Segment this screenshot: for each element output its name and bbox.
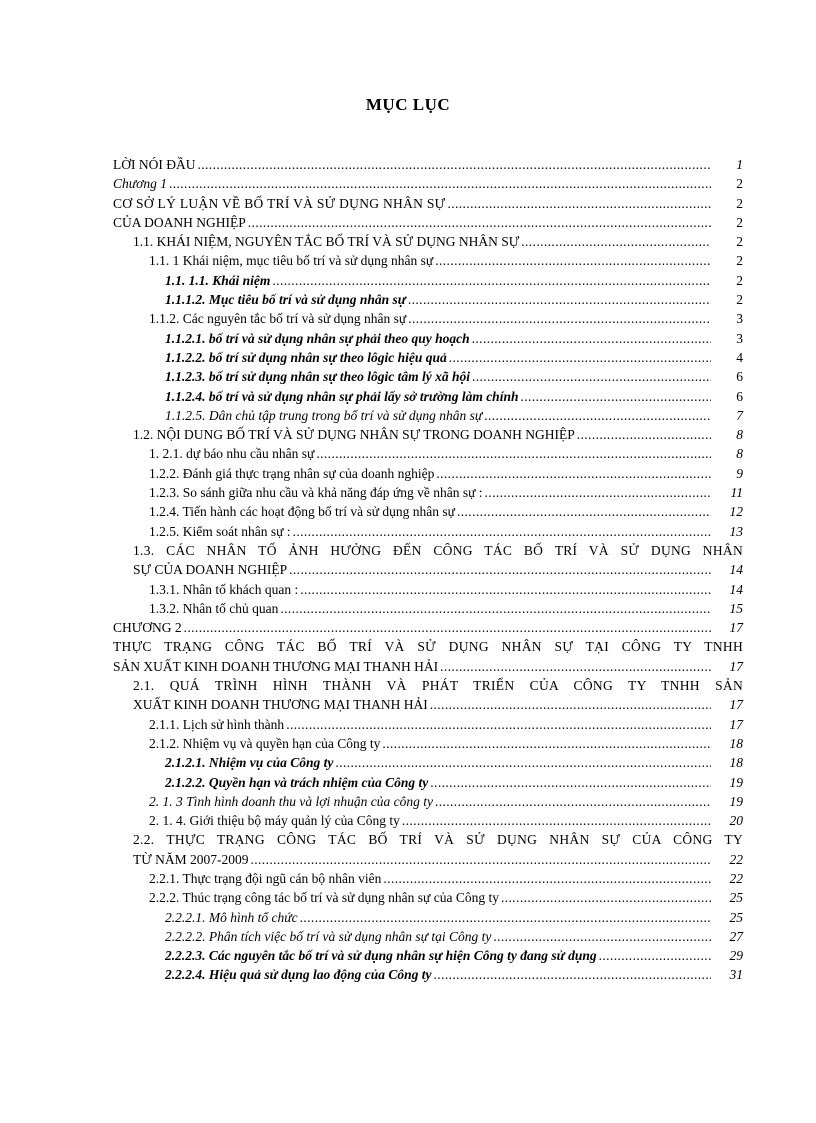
toc-page-number: 2 xyxy=(736,292,743,308)
toc-entry[interactable] xyxy=(113,483,743,502)
toc-entry[interactable] xyxy=(113,232,743,251)
toc-page-number: 14 xyxy=(729,562,743,578)
toc-dot-leader xyxy=(250,850,711,869)
toc-entry-title: 2.1.2.2. Quyền hạn và trách nhiệm của Công ty xyxy=(165,774,429,790)
toc-entry-title: 2.1.2.1. Nhiệm vụ của Công ty xyxy=(165,755,334,771)
toc-entry-title: SẢN XUẤT KINH DOANH THƯƠNG MẠI THANH HẢI xyxy=(113,658,439,674)
toc-dot-leader xyxy=(521,232,711,251)
toc-dot-leader xyxy=(169,174,711,193)
toc-entry-title: LỜI NÓI ĐẦU xyxy=(113,157,196,172)
toc-dot-leader xyxy=(286,715,711,734)
toc-entry-title: 1.3.2. Nhân tố chủ quan xyxy=(149,600,279,616)
toc-dot-leader xyxy=(520,387,711,406)
toc-page-number: 2 xyxy=(736,176,743,192)
table-of-contents xyxy=(113,155,743,985)
toc-entry-title: SỰ CỦA DOANH NGHIỆP xyxy=(133,562,288,578)
toc-dot-leader xyxy=(457,502,711,521)
toc-entry[interactable] xyxy=(113,580,743,599)
toc-entry-title: 2. 1. 4. Giới thiệu bộ máy quản lý của Công ty xyxy=(149,813,400,829)
toc-dot-leader xyxy=(430,773,711,792)
toc-entry[interactable] xyxy=(113,213,743,232)
toc-entry[interactable] xyxy=(113,618,743,637)
toc-dot-leader xyxy=(316,444,711,463)
toc-page-number: 2 xyxy=(736,272,743,288)
toc-dot-leader xyxy=(440,657,711,676)
toc-page-number: 17 xyxy=(729,658,743,674)
toc-entry-title: 1.1.2.4. bố trí và sử dụng nhân sự phải lấy sở trường làm chính xyxy=(165,388,519,404)
toc-dot-leader xyxy=(382,734,711,753)
toc-dot-leader xyxy=(435,792,711,811)
toc-entry-title: 1.2.4. Tiến hành các hoạt động bố trí và sử dụng nhân sự xyxy=(149,504,455,520)
page-title: MỤC LỤC xyxy=(365,95,451,114)
toc-page-number: 15 xyxy=(729,600,743,616)
toc-dot-leader xyxy=(300,908,711,927)
toc-entry-title: 2.2.2.1. Mô hình tổ chức xyxy=(165,909,298,925)
toc-entry[interactable] xyxy=(113,329,743,348)
toc-entry[interactable] xyxy=(113,715,743,734)
toc-page-number: 18 xyxy=(729,735,743,751)
toc-entry[interactable] xyxy=(113,676,743,695)
toc-entry-title: 1.1.2. Các nguyên tắc bố trí và sử dụng nhân sự xyxy=(149,311,407,327)
toc-page-number: 3 xyxy=(736,311,743,327)
toc-entry-title: 1.3. CÁC NHÂN TỐ ẢNH HƯỞNG ĐẾN CÔNG TÁC BỐ TRÍ VÀ SỬ DỤNG NHÂN xyxy=(133,542,743,558)
toc-entry[interactable] xyxy=(113,908,743,927)
toc-entry-title: Chương 1 xyxy=(113,176,167,192)
toc-entry-title: 2.1.1. Lịch sử hình thành xyxy=(149,716,285,732)
toc-dot-leader xyxy=(300,580,711,599)
toc-entry[interactable] xyxy=(113,251,743,270)
toc-page-number: 18 xyxy=(729,755,743,771)
toc-entry-title: 2.2.2.4. Hiệu quả sử dụng lao động của Công ty xyxy=(165,967,432,983)
toc-dot-leader xyxy=(434,965,711,984)
toc-entry[interactable] xyxy=(113,464,743,483)
toc-entry[interactable] xyxy=(113,830,743,849)
toc-entry-title: 2.1.2. Nhiệm vụ và quyền hạn của Công ty xyxy=(149,735,381,751)
toc-entry[interactable] xyxy=(113,367,743,386)
toc-entry[interactable] xyxy=(113,773,743,792)
toc-entry-title: CƠ SỞ LÝ LUẬN VỀ BỐ TRÍ VÀ SỬ DỤNG NHÂN SỰ xyxy=(113,195,446,211)
toc-page-number: 7 xyxy=(736,407,743,423)
toc-dot-leader xyxy=(272,271,711,290)
toc-entry-title: 1.3.1. Nhân tố khách quan : xyxy=(149,581,299,597)
toc-dot-leader xyxy=(501,888,711,907)
toc-entry-title: 1.1. KHÁI NIỆM, NGUYÊN TẮC BỐ TRÍ VÀ SỬ DỤNG NHÂN SỰ xyxy=(133,234,520,250)
toc-dot-leader xyxy=(472,367,711,386)
toc-dot-leader xyxy=(472,329,711,348)
toc-dot-leader xyxy=(293,522,711,541)
toc-entry[interactable] xyxy=(113,850,743,869)
toc-entry-title: 1.2. NỘI DUNG BỐ TRÍ VÀ SỬ DỤNG NHÂN SỰ TRONG DOANH NGHIỆP xyxy=(133,427,575,443)
toc-entry[interactable] xyxy=(113,309,743,328)
toc-entry[interactable] xyxy=(113,348,743,367)
toc-page-number: 22 xyxy=(729,870,743,886)
toc-page-number: 17 xyxy=(729,697,743,713)
toc-page-number: 17 xyxy=(729,620,743,636)
toc-entry-title: 2.2.2. Thúc trạng công tác bố trí và sử dụng nhân sự của Công ty xyxy=(149,890,499,906)
toc-entry-title: 1. 2.1. dự báo nhu cầu nhân sự xyxy=(149,446,315,462)
toc-page-number: 22 xyxy=(729,851,743,867)
toc-entry-title: 1.1. 1.1. Khái niệm xyxy=(165,272,271,288)
toc-dot-leader xyxy=(248,213,711,232)
toc-page-number: 19 xyxy=(729,793,743,809)
toc-entry[interactable] xyxy=(113,541,743,560)
toc-entry[interactable] xyxy=(113,792,743,811)
toc-entry-title: THỰC TRẠNG CÔNG TÁC BỐ TRÍ VÀ SỬ DỤNG NHÂN SỰ TẠI CÔNG TY TNHH xyxy=(113,639,743,655)
toc-page-number: 25 xyxy=(729,909,743,925)
toc-entry-title: 2.2. THỰC TRẠNG CÔNG TÁC BỐ TRÍ VÀ SỬ DỤNG NHÂN SỰ CỦA CÔNG TY xyxy=(133,832,743,848)
toc-entry-title: CHƯƠNG 2 xyxy=(113,620,182,636)
toc-page-number: 8 xyxy=(736,427,743,443)
toc-entry-title: 1.1.2.2. bố trí sử dụng nhân sự theo lôgic hiệu quả xyxy=(165,349,447,365)
toc-page-number: 1 xyxy=(736,157,743,172)
toc-entry[interactable] xyxy=(113,753,743,772)
toc-entry[interactable] xyxy=(113,657,743,676)
toc-dot-leader xyxy=(435,251,711,270)
toc-entry-title: 1.1.1.2. Mục tiêu bố trí và sử dụng nhân sự xyxy=(165,292,406,308)
toc-page-number: 13 xyxy=(729,523,743,539)
toc-dot-leader xyxy=(430,695,711,714)
toc-entry-title: TỪ NĂM 2007-2009 xyxy=(133,851,249,867)
toc-entry[interactable] xyxy=(113,444,743,463)
toc-dot-leader xyxy=(447,194,711,213)
toc-entry[interactable] xyxy=(113,194,743,213)
toc-entry[interactable] xyxy=(113,425,743,444)
toc-page-number: 20 xyxy=(729,813,743,829)
toc-page-number: 8 xyxy=(736,446,743,462)
toc-entry[interactable] xyxy=(113,811,743,830)
toc-entry[interactable] xyxy=(113,290,743,309)
toc-page-number: 31 xyxy=(729,967,743,983)
toc-entry-title: 1.2.2. Đánh giá thực trạng nhân sự của doanh nghiệp xyxy=(149,465,435,481)
toc-entry-title: 1.1.2.1. bố trí và sử dụng nhân sự phải theo quy hoạch xyxy=(165,330,470,346)
toc-entry[interactable] xyxy=(113,174,743,193)
toc-page-number: 17 xyxy=(729,716,743,732)
toc-dot-leader xyxy=(280,599,711,618)
toc-page-number: 3 xyxy=(736,330,743,346)
toc-dot-leader xyxy=(184,618,711,637)
toc-dot-leader xyxy=(197,155,711,174)
toc-entry[interactable] xyxy=(113,637,743,656)
toc-entry[interactable] xyxy=(113,695,743,714)
toc-entry-title: 2.2.1. Thực trạng đội ngũ cán bộ nhân viên xyxy=(149,870,382,886)
toc-page-number: 9 xyxy=(736,465,743,481)
toc-dot-leader xyxy=(408,290,711,309)
toc-page-number: 25 xyxy=(729,890,743,906)
toc-entry[interactable] xyxy=(113,946,743,965)
toc-page-number: 12 xyxy=(729,504,743,520)
toc-entry-title: 2.1. QUÁ TRÌNH HÌNH THÀNH VÀ PHÁT TRIỂN CỦA CÔNG TY TNHH SẢN xyxy=(133,678,743,694)
toc-dot-leader xyxy=(485,483,711,502)
toc-dot-leader xyxy=(402,811,711,830)
toc-entry-title: 1.2.3. So sánh giữa nhu cầu và khả năng đáp ứng về nhân sự : xyxy=(149,485,483,501)
toc-dot-leader xyxy=(408,309,711,328)
toc-entry-title: 1.1.2.5. Dân chủ tập trung trong bố trí và sử dụng nhân sự xyxy=(165,407,483,423)
toc-dot-leader xyxy=(383,869,711,888)
toc-entry[interactable] xyxy=(113,271,743,290)
toc-entry[interactable] xyxy=(113,522,743,541)
toc-entry[interactable] xyxy=(113,155,743,174)
toc-page-number: 11 xyxy=(730,485,743,501)
toc-page-number: 2 xyxy=(736,253,743,269)
toc-dot-leader xyxy=(449,348,711,367)
toc-entry-title: 1.1. 1 Khái niệm, mục tiêu bố trí và sử dụng nhân sự xyxy=(149,253,434,269)
toc-entry[interactable] xyxy=(113,869,743,888)
toc-entry-title: 2.2.2.2. Phân tích việc bố trí và sử dụng nhân sự tại Công ty xyxy=(165,928,492,944)
toc-page-number: 2 xyxy=(736,234,743,250)
toc-dot-leader xyxy=(599,946,711,965)
toc-entry[interactable] xyxy=(113,734,743,753)
toc-entry[interactable] xyxy=(113,965,743,984)
toc-page-number: 29 xyxy=(729,948,743,964)
toc-entry[interactable] xyxy=(113,406,743,425)
toc-entry-title: 2. 1. 3 Tình hình doanh thu và lợi nhuận của công ty xyxy=(149,793,433,809)
toc-entry[interactable] xyxy=(113,560,743,579)
toc-entry-title: 1.1.2.3. bố trí sử dụng nhân sự theo lôgic tâm lý xã hội xyxy=(165,369,470,385)
toc-dot-leader xyxy=(335,753,711,772)
toc-page-number: 14 xyxy=(729,581,743,597)
toc-page-number: 4 xyxy=(736,349,743,365)
toc-dot-leader xyxy=(289,560,711,579)
toc-dot-leader xyxy=(484,406,711,425)
toc-entry[interactable] xyxy=(113,927,743,946)
toc-entry-title: XUẤT KINH DOANH THƯƠNG MẠI THANH HẢI xyxy=(133,697,428,713)
toc-entry-title: 2.2.2.3. Các nguyên tắc bố trí và sử dụng nhân sự hiện Công ty đang sử dụng xyxy=(165,948,597,964)
toc-dot-leader xyxy=(436,464,711,483)
toc-page-number: 2 xyxy=(736,214,743,230)
toc-entry[interactable] xyxy=(113,387,743,406)
toc-page-number: 6 xyxy=(736,369,743,385)
toc-entry[interactable] xyxy=(113,502,743,521)
toc-page-number: 6 xyxy=(736,388,743,404)
toc-page-number: 27 xyxy=(729,928,743,944)
toc-dot-leader xyxy=(493,927,711,946)
toc-page-number: 19 xyxy=(729,774,743,790)
toc-entry-title: CỦA DOANH NGHIỆP xyxy=(113,214,246,230)
toc-entry[interactable] xyxy=(113,599,743,618)
toc-page-number: 2 xyxy=(736,195,743,211)
toc-entry-title: 1.2.5. Kiểm soát nhân sự : xyxy=(149,523,291,539)
toc-dot-leader xyxy=(577,425,711,444)
toc-entry[interactable] xyxy=(113,888,743,907)
